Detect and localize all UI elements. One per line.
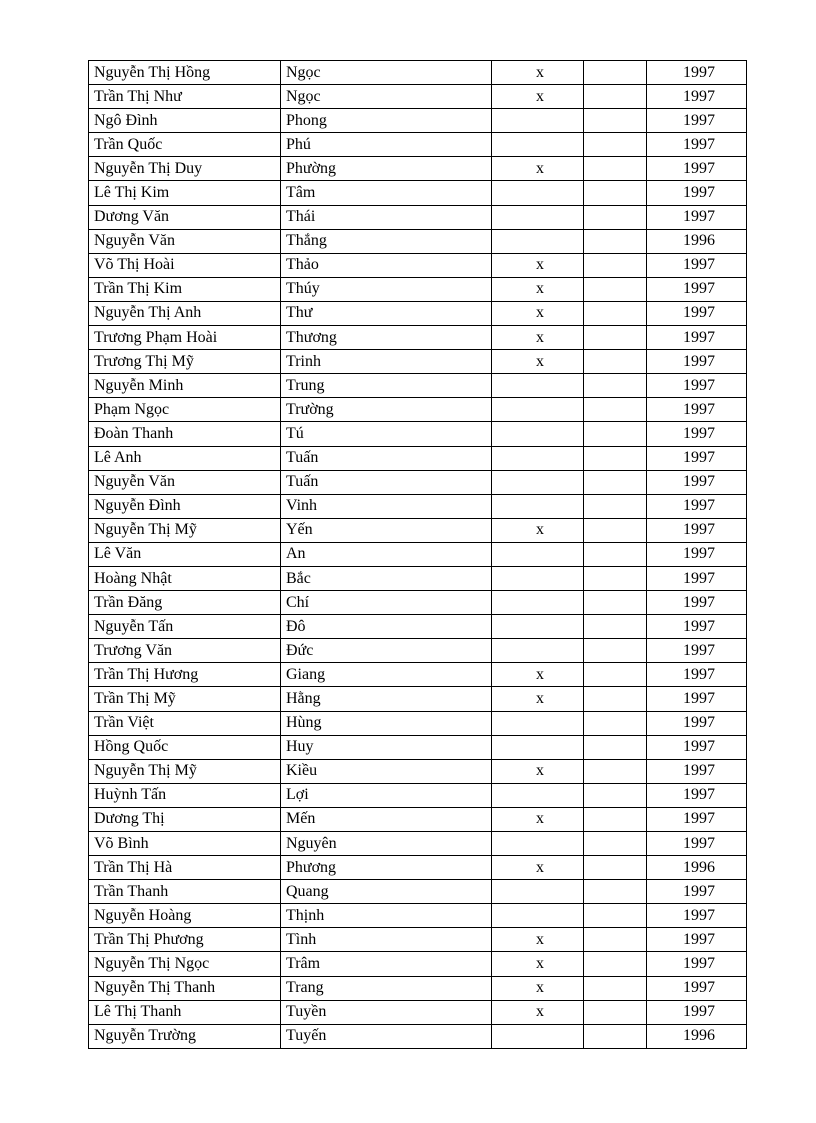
female-mark-cell xyxy=(492,591,584,615)
female-mark-cell xyxy=(492,205,584,229)
family-middle-name-cell: Nguyễn Thị Anh xyxy=(89,301,281,325)
birth-year-cell: 1997 xyxy=(647,711,747,735)
family-middle-name-cell: Nguyễn Đình xyxy=(89,494,281,518)
female-mark-cell xyxy=(492,832,584,856)
blank-cell xyxy=(584,374,647,398)
birth-year-cell: 1997 xyxy=(647,904,747,928)
table-row xyxy=(89,446,747,470)
table-row xyxy=(89,518,747,542)
table-row xyxy=(89,181,747,205)
birth-year-cell: 1997 xyxy=(647,61,747,85)
blank-cell xyxy=(584,759,647,783)
family-middle-name-cell: Nguyễn Văn xyxy=(89,470,281,494)
table-row xyxy=(89,133,747,157)
blank-cell xyxy=(584,518,647,542)
given-name-cell: Trang xyxy=(281,976,492,1000)
female-mark-cell xyxy=(492,783,584,807)
given-name-cell: Trường xyxy=(281,398,492,422)
given-name-cell: Trâm xyxy=(281,952,492,976)
table-row xyxy=(89,832,747,856)
table-row xyxy=(89,735,747,759)
birth-year-cell: 1997 xyxy=(647,566,747,590)
family-middle-name-cell: Hoàng Nhật xyxy=(89,566,281,590)
birth-year-cell: 1997 xyxy=(647,687,747,711)
birth-year-cell: 1997 xyxy=(647,253,747,277)
given-name-cell: Phú xyxy=(281,133,492,157)
given-name-cell: Huy xyxy=(281,735,492,759)
family-middle-name-cell: Nguyễn Minh xyxy=(89,374,281,398)
female-mark-cell: x xyxy=(492,976,584,1000)
birth-year-cell: 1997 xyxy=(647,374,747,398)
family-middle-name-cell: Lê Thị Thanh xyxy=(89,1000,281,1024)
given-name-cell: Bắc xyxy=(281,566,492,590)
family-middle-name-cell: Phạm Ngọc xyxy=(89,398,281,422)
given-name-cell: Quang xyxy=(281,880,492,904)
female-mark-cell: x xyxy=(492,928,584,952)
table-row xyxy=(89,422,747,446)
blank-cell xyxy=(584,422,647,446)
birth-year-cell: 1997 xyxy=(647,398,747,422)
blank-cell xyxy=(584,1024,647,1048)
blank-cell xyxy=(584,109,647,133)
female-mark-cell: x xyxy=(492,277,584,301)
given-name-cell: Kiều xyxy=(281,759,492,783)
blank-cell xyxy=(584,229,647,253)
female-mark-cell xyxy=(492,470,584,494)
female-mark-cell xyxy=(492,422,584,446)
female-mark-cell xyxy=(492,398,584,422)
blank-cell xyxy=(584,133,647,157)
female-mark-cell xyxy=(492,446,584,470)
female-mark-cell: x xyxy=(492,1000,584,1024)
family-middle-name-cell: Nguyễn Hoàng xyxy=(89,904,281,928)
family-middle-name-cell: Nguyễn Văn xyxy=(89,229,281,253)
family-middle-name-cell: Trần Đăng xyxy=(89,591,281,615)
given-name-cell: Tình xyxy=(281,928,492,952)
table-row xyxy=(89,711,747,735)
blank-cell xyxy=(584,494,647,518)
table-row xyxy=(89,61,747,85)
given-name-cell: Thư xyxy=(281,301,492,325)
given-name-cell: Thịnh xyxy=(281,904,492,928)
given-name-cell: Mến xyxy=(281,807,492,831)
table-row xyxy=(89,494,747,518)
given-name-cell: Lợi xyxy=(281,783,492,807)
birth-year-cell: 1997 xyxy=(647,301,747,325)
female-mark-cell: x xyxy=(492,856,584,880)
blank-cell xyxy=(584,880,647,904)
blank-cell xyxy=(584,687,647,711)
female-mark-cell: x xyxy=(492,687,584,711)
blank-cell xyxy=(584,639,647,663)
blank-cell xyxy=(584,1000,647,1024)
given-name-cell: An xyxy=(281,542,492,566)
table-row xyxy=(89,374,747,398)
family-middle-name-cell: Trương Phạm Hoài xyxy=(89,326,281,350)
given-name-cell: Đô xyxy=(281,615,492,639)
table-row xyxy=(89,904,747,928)
given-name-cell: Hùng xyxy=(281,711,492,735)
family-middle-name-cell: Huỳnh Tấn xyxy=(89,783,281,807)
table-row xyxy=(89,326,747,350)
given-name-cell: Thắng xyxy=(281,229,492,253)
birth-year-cell: 1997 xyxy=(647,446,747,470)
blank-cell xyxy=(584,253,647,277)
family-middle-name-cell: Võ Thị Hoài xyxy=(89,253,281,277)
birth-year-cell: 1997 xyxy=(647,133,747,157)
female-mark-cell xyxy=(492,566,584,590)
given-name-cell: Giang xyxy=(281,663,492,687)
birth-year-cell: 1997 xyxy=(647,952,747,976)
birth-year-cell: 1997 xyxy=(647,928,747,952)
given-name-cell: Nguyên xyxy=(281,832,492,856)
given-name-cell: Ngọc xyxy=(281,85,492,109)
blank-cell xyxy=(584,615,647,639)
female-mark-cell xyxy=(492,1024,584,1048)
blank-cell xyxy=(584,446,647,470)
blank-cell xyxy=(584,591,647,615)
table-row xyxy=(89,591,747,615)
blank-cell xyxy=(584,470,647,494)
table-row xyxy=(89,976,747,1000)
table-row xyxy=(89,807,747,831)
table-row xyxy=(89,301,747,325)
given-name-cell: Vinh xyxy=(281,494,492,518)
birth-year-cell: 1996 xyxy=(647,856,747,880)
table-row xyxy=(89,615,747,639)
family-middle-name-cell: Nguyễn Thị Ngọc xyxy=(89,952,281,976)
birth-year-cell: 1997 xyxy=(647,591,747,615)
family-middle-name-cell: Nguyễn Trường xyxy=(89,1024,281,1048)
birth-year-cell: 1997 xyxy=(647,735,747,759)
birth-year-cell: 1997 xyxy=(647,326,747,350)
given-name-cell: Hằng xyxy=(281,687,492,711)
family-middle-name-cell: Trần Thị Hà xyxy=(89,856,281,880)
table-row xyxy=(89,470,747,494)
table-row xyxy=(89,350,747,374)
table-row xyxy=(89,109,747,133)
table-row xyxy=(89,566,747,590)
family-middle-name-cell: Hồng Quốc xyxy=(89,735,281,759)
student-table-body xyxy=(89,61,747,1049)
family-middle-name-cell: Trần Quốc xyxy=(89,133,281,157)
blank-cell xyxy=(584,904,647,928)
birth-year-cell: 1997 xyxy=(647,494,747,518)
family-middle-name-cell: Nguyễn Thị Hồng xyxy=(89,61,281,85)
family-middle-name-cell: Nguyễn Thị Duy xyxy=(89,157,281,181)
blank-cell xyxy=(584,61,647,85)
birth-year-cell: 1997 xyxy=(647,783,747,807)
table-row xyxy=(89,880,747,904)
blank-cell xyxy=(584,928,647,952)
given-name-cell: Tuyền xyxy=(281,1000,492,1024)
given-name-cell: Yến xyxy=(281,518,492,542)
birth-year-cell: 1997 xyxy=(647,350,747,374)
table-row xyxy=(89,85,747,109)
female-mark-cell xyxy=(492,494,584,518)
blank-cell xyxy=(584,326,647,350)
family-middle-name-cell: Trương Thị Mỹ xyxy=(89,350,281,374)
female-mark-cell xyxy=(492,615,584,639)
given-name-cell: Phương xyxy=(281,856,492,880)
blank-cell xyxy=(584,398,647,422)
birth-year-cell: 1997 xyxy=(647,880,747,904)
blank-cell xyxy=(584,735,647,759)
birth-year-cell: 1997 xyxy=(647,422,747,446)
given-name-cell: Thúy xyxy=(281,277,492,301)
female-mark-cell: x xyxy=(492,61,584,85)
table-row xyxy=(89,229,747,253)
family-middle-name-cell: Trương Văn xyxy=(89,639,281,663)
table-row xyxy=(89,398,747,422)
family-middle-name-cell: Lê Anh xyxy=(89,446,281,470)
female-mark-cell xyxy=(492,711,584,735)
table-row xyxy=(89,157,747,181)
given-name-cell: Thảo xyxy=(281,253,492,277)
family-middle-name-cell: Nguyễn Tấn xyxy=(89,615,281,639)
female-mark-cell: x xyxy=(492,326,584,350)
given-name-cell: Tuyến xyxy=(281,1024,492,1048)
family-middle-name-cell: Trần Thị Phương xyxy=(89,928,281,952)
blank-cell xyxy=(584,277,647,301)
blank-cell xyxy=(584,663,647,687)
birth-year-cell: 1997 xyxy=(647,157,747,181)
family-middle-name-cell: Lê Văn xyxy=(89,542,281,566)
birth-year-cell: 1997 xyxy=(647,1000,747,1024)
given-name-cell: Đức xyxy=(281,639,492,663)
birth-year-cell: 1997 xyxy=(647,85,747,109)
family-middle-name-cell: Nguyễn Thị Mỹ xyxy=(89,518,281,542)
table-row xyxy=(89,928,747,952)
family-middle-name-cell: Nguyễn Thị Mỹ xyxy=(89,759,281,783)
female-mark-cell: x xyxy=(492,157,584,181)
birth-year-cell: 1997 xyxy=(647,542,747,566)
female-mark-cell: x xyxy=(492,807,584,831)
given-name-cell: Tuấn xyxy=(281,470,492,494)
birth-year-cell: 1997 xyxy=(647,205,747,229)
given-name-cell: Tú xyxy=(281,422,492,446)
birth-year-cell: 1997 xyxy=(647,109,747,133)
female-mark-cell: x xyxy=(492,759,584,783)
female-mark-cell xyxy=(492,229,584,253)
birth-year-cell: 1997 xyxy=(647,639,747,663)
blank-cell xyxy=(584,856,647,880)
female-mark-cell xyxy=(492,904,584,928)
blank-cell xyxy=(584,157,647,181)
table-row xyxy=(89,1000,747,1024)
family-middle-name-cell: Trần Thị Hương xyxy=(89,663,281,687)
table-row xyxy=(89,1024,747,1048)
female-mark-cell: x xyxy=(492,85,584,109)
birth-year-cell: 1997 xyxy=(647,518,747,542)
female-mark-cell: x xyxy=(492,350,584,374)
table-row xyxy=(89,687,747,711)
table-row xyxy=(89,783,747,807)
blank-cell xyxy=(584,205,647,229)
female-mark-cell: x xyxy=(492,253,584,277)
table-row xyxy=(89,253,747,277)
female-mark-cell xyxy=(492,880,584,904)
female-mark-cell xyxy=(492,133,584,157)
birth-year-cell: 1997 xyxy=(647,470,747,494)
birth-year-cell: 1997 xyxy=(647,832,747,856)
given-name-cell: Tâm xyxy=(281,181,492,205)
given-name-cell: Chí xyxy=(281,591,492,615)
family-middle-name-cell: Trần Thanh xyxy=(89,880,281,904)
birth-year-cell: 1997 xyxy=(647,759,747,783)
female-mark-cell: x xyxy=(492,518,584,542)
family-middle-name-cell: Trần Thị Mỹ xyxy=(89,687,281,711)
blank-cell xyxy=(584,350,647,374)
family-middle-name-cell: Trần Thị Như xyxy=(89,85,281,109)
table-row xyxy=(89,856,747,880)
birth-year-cell: 1997 xyxy=(647,976,747,1000)
table-row xyxy=(89,542,747,566)
female-mark-cell xyxy=(492,109,584,133)
table-row xyxy=(89,952,747,976)
family-middle-name-cell: Lê Thị Kim xyxy=(89,181,281,205)
birth-year-cell: 1997 xyxy=(647,277,747,301)
blank-cell xyxy=(584,832,647,856)
blank-cell xyxy=(584,952,647,976)
given-name-cell: Trung xyxy=(281,374,492,398)
blank-cell xyxy=(584,711,647,735)
female-mark-cell xyxy=(492,639,584,663)
family-middle-name-cell: Dương Thị xyxy=(89,807,281,831)
birth-year-cell: 1996 xyxy=(647,1024,747,1048)
family-middle-name-cell: Trần Việt xyxy=(89,711,281,735)
given-name-cell: Trinh xyxy=(281,350,492,374)
blank-cell xyxy=(584,783,647,807)
birth-year-cell: 1997 xyxy=(647,663,747,687)
family-middle-name-cell: Nguyễn Thị Thanh xyxy=(89,976,281,1000)
table-row xyxy=(89,205,747,229)
table-row xyxy=(89,639,747,663)
family-middle-name-cell: Võ Bình xyxy=(89,832,281,856)
table-row xyxy=(89,663,747,687)
given-name-cell: Ngọc xyxy=(281,61,492,85)
given-name-cell: Tuấn xyxy=(281,446,492,470)
birth-year-cell: 1997 xyxy=(647,807,747,831)
blank-cell xyxy=(584,807,647,831)
family-middle-name-cell: Dương Văn xyxy=(89,205,281,229)
female-mark-cell: x xyxy=(492,663,584,687)
given-name-cell: Thương xyxy=(281,326,492,350)
given-name-cell: Thái xyxy=(281,205,492,229)
family-middle-name-cell: Trần Thị Kim xyxy=(89,277,281,301)
table-row xyxy=(89,759,747,783)
blank-cell xyxy=(584,566,647,590)
student-table xyxy=(88,60,747,1049)
female-mark-cell xyxy=(492,374,584,398)
female-mark-cell xyxy=(492,735,584,759)
birth-year-cell: 1997 xyxy=(647,181,747,205)
family-middle-name-cell: Ngô Đình xyxy=(89,109,281,133)
birth-year-cell: 1996 xyxy=(647,229,747,253)
blank-cell xyxy=(584,301,647,325)
given-name-cell: Phường xyxy=(281,157,492,181)
birth-year-cell: 1997 xyxy=(647,615,747,639)
female-mark-cell xyxy=(492,181,584,205)
family-middle-name-cell: Đoàn Thanh xyxy=(89,422,281,446)
given-name-cell: Phong xyxy=(281,109,492,133)
female-mark-cell xyxy=(492,542,584,566)
blank-cell xyxy=(584,181,647,205)
blank-cell xyxy=(584,976,647,1000)
blank-cell xyxy=(584,542,647,566)
blank-cell xyxy=(584,85,647,109)
female-mark-cell: x xyxy=(492,952,584,976)
table-row xyxy=(89,277,747,301)
female-mark-cell: x xyxy=(492,301,584,325)
